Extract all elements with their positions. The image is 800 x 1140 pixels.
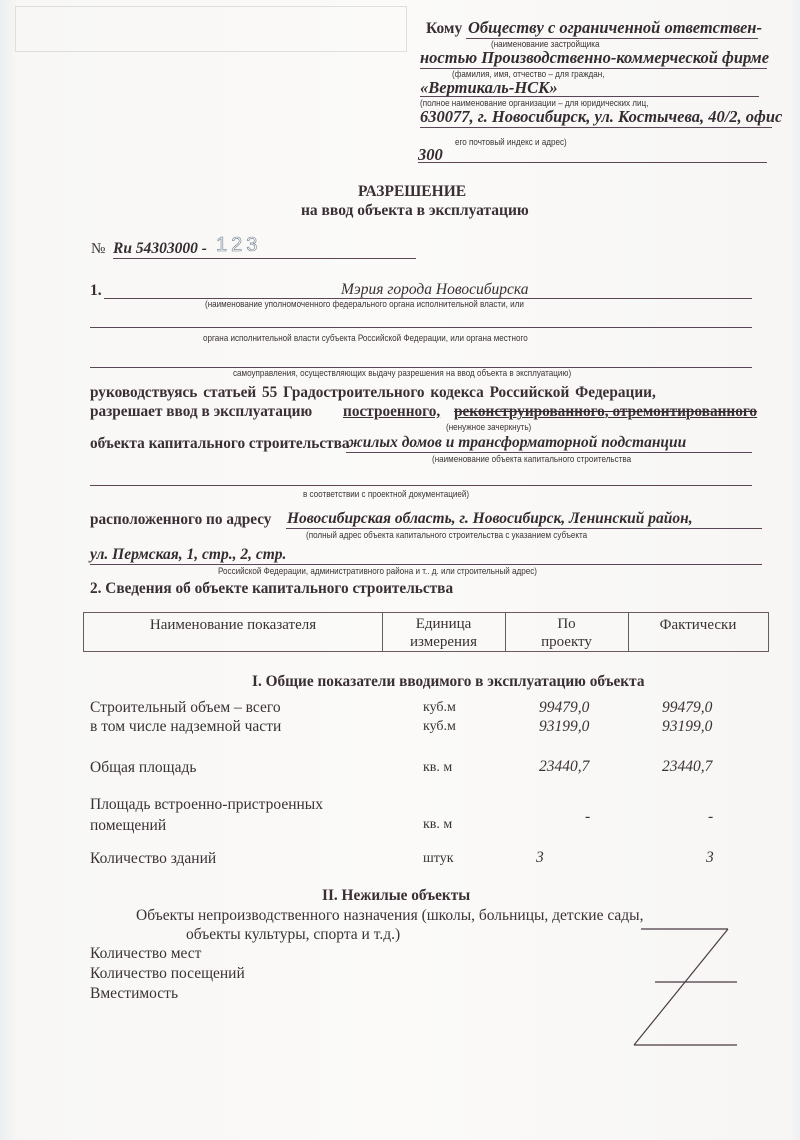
bleed-through-table — [15, 6, 407, 52]
permit-number-underline — [113, 258, 416, 259]
object-prefix: объекта капитального строительства — [90, 435, 350, 452]
recipient-caption-3: (полное наименование организации – для юридических лиц, — [420, 98, 649, 108]
header-indicator-name: Наименование показателя — [149, 617, 317, 633]
address-underline-2 — [90, 564, 762, 565]
authority-caption-3: самоуправления, осуществляющих выдачу разрешения на ввод объекта в эксплуатацию) — [233, 368, 572, 378]
authority-name: Мэрия города Новосибирска — [341, 281, 529, 298]
decision-line-2-prefix: разрешает ввод в эксплуатацию — [90, 403, 313, 420]
header-project-line-1: По — [557, 616, 576, 632]
object-name: жилых домов и трансформаторной подстанции — [348, 434, 687, 451]
row-project: 23440,7 — [539, 758, 590, 775]
recipient-underline-4 — [420, 127, 772, 128]
row-unit: кв. м — [423, 760, 453, 775]
part-2-subheading-line-1: Объекты непроизводственного назначения (школы, больницы, детские сады, — [136, 907, 644, 924]
row-name: Общая площадь — [90, 759, 197, 776]
address-line-1: Новосибирская область, г. Новосибирск, Ленинский район, — [287, 510, 693, 527]
document-subtitle: на ввод объекта в эксплуатацию — [301, 202, 529, 219]
part-2-subheading-line-2: объекты культуры, спорта и т.д.) — [186, 926, 401, 943]
row-actual: 23440,7 — [662, 758, 713, 775]
row-actual: - — [708, 808, 714, 825]
authority-caption-2: органа исполнительной власти субъекта Российской Федерации, или органа местного — [203, 333, 528, 343]
header-actual: Фактически — [659, 617, 737, 633]
permit-number-handwritten: 123 — [216, 234, 262, 256]
recipient-line-2: ностью Производственно-коммерческой фирме — [420, 48, 770, 67]
row-name-line-2: помещений — [90, 817, 167, 834]
part-2-heading: II. Нежилые объекты — [322, 887, 471, 904]
recipient-line-5: 300 — [418, 145, 443, 164]
indicators-table-header — [83, 612, 769, 652]
row-project: 99479,0 — [539, 699, 590, 716]
address-underline-1 — [286, 528, 762, 529]
header-unit-line-2: измерения — [409, 634, 477, 650]
nonresidential-row-capacity: Вместимость — [90, 985, 179, 1002]
recipient-line-3: «Вертикаль-НСК» — [420, 78, 558, 97]
decision-line-1: руководствуясь статьей 55 Градостроительного кодекса Российской Федерации, — [90, 384, 656, 401]
row-actual: 99479,0 — [662, 699, 713, 716]
row-unit: куб.м — [423, 719, 456, 734]
address-caption-1: (полный адрес объекта капитального строительства с указанием субъекта — [306, 530, 588, 540]
row-project: 93199,0 — [539, 718, 590, 735]
row-project: - — [585, 808, 591, 825]
recipient-underline-3 — [420, 96, 759, 97]
permit-number-sign: № — [91, 241, 106, 257]
row-name: Строительный объем – всего — [90, 699, 281, 716]
header-unit-line-1: Единица — [415, 616, 472, 632]
row-name: Количество зданий — [90, 850, 217, 867]
row-name-line-1: Площадь встроенно-пристроенных — [90, 796, 323, 813]
authority-underline-2 — [90, 327, 752, 328]
recipient-caption-4: его почтовый индекс и адрес) — [455, 137, 567, 147]
address-line-2: ул. Пермская, 1, стр., 2, стр. — [90, 546, 287, 563]
recipient-underline-5 — [418, 162, 767, 163]
permit-number-code: Ru 54303000 - — [113, 240, 207, 257]
decision-strike-caption: (ненужное зачеркнуть) — [446, 422, 532, 432]
row-unit: штук — [423, 851, 454, 866]
part-1-heading: I. Общие показатели вводимого в эксплуатацию объекта — [252, 673, 645, 690]
object-caption-2: в соответствии с проектной документацией) — [303, 489, 470, 499]
nonresidential-row-visits: Количество посещений — [90, 965, 245, 982]
object-caption-1: (наименование объекта капитального строительства — [432, 454, 632, 464]
row-project: 3 — [536, 849, 544, 866]
object-underline — [346, 452, 752, 453]
row-unit: кв. м — [423, 817, 453, 832]
authority-number: 1. — [90, 282, 102, 299]
row-name: в том числе надземной части — [90, 718, 282, 735]
nonresidential-row-places: Количество мест — [90, 945, 202, 962]
recipient-line-4: 630077, г. Новосибирск, ул. Костычева, 40/2, офис — [420, 107, 783, 126]
recipient-caption-1: (наименование застройщика — [491, 39, 600, 49]
row-unit: куб.м — [423, 700, 456, 715]
decision-kept-option: построенного, — [343, 403, 441, 420]
header-project-line-2: проекту — [541, 634, 592, 650]
decision-struck-options: реконструированного, отремонтированного — [454, 403, 758, 420]
recipient-caption-2: (фамилия, имя, отчество – для граждан, — [452, 69, 605, 79]
address-prefix: расположенного по адресу — [90, 511, 272, 528]
authority-caption-1: (наименование уполномоченного федерального органа исполнительной власти, или — [205, 299, 524, 309]
recipient-label: Кому — [426, 20, 463, 37]
section-2-heading: 2. Сведения об объекте капитального строительства — [90, 580, 454, 597]
address-caption-2: Российской Федерации, административного района и т.. д. или строительный адрес) — [218, 566, 537, 576]
row-actual: 93199,0 — [662, 718, 713, 735]
row-actual: 3 — [706, 849, 714, 866]
recipient-line-1: Обществу с ограниченной ответствен- — [468, 18, 762, 37]
document-title: РАЗРЕШЕНИЕ — [358, 183, 467, 200]
object-underline-2 — [90, 485, 752, 486]
